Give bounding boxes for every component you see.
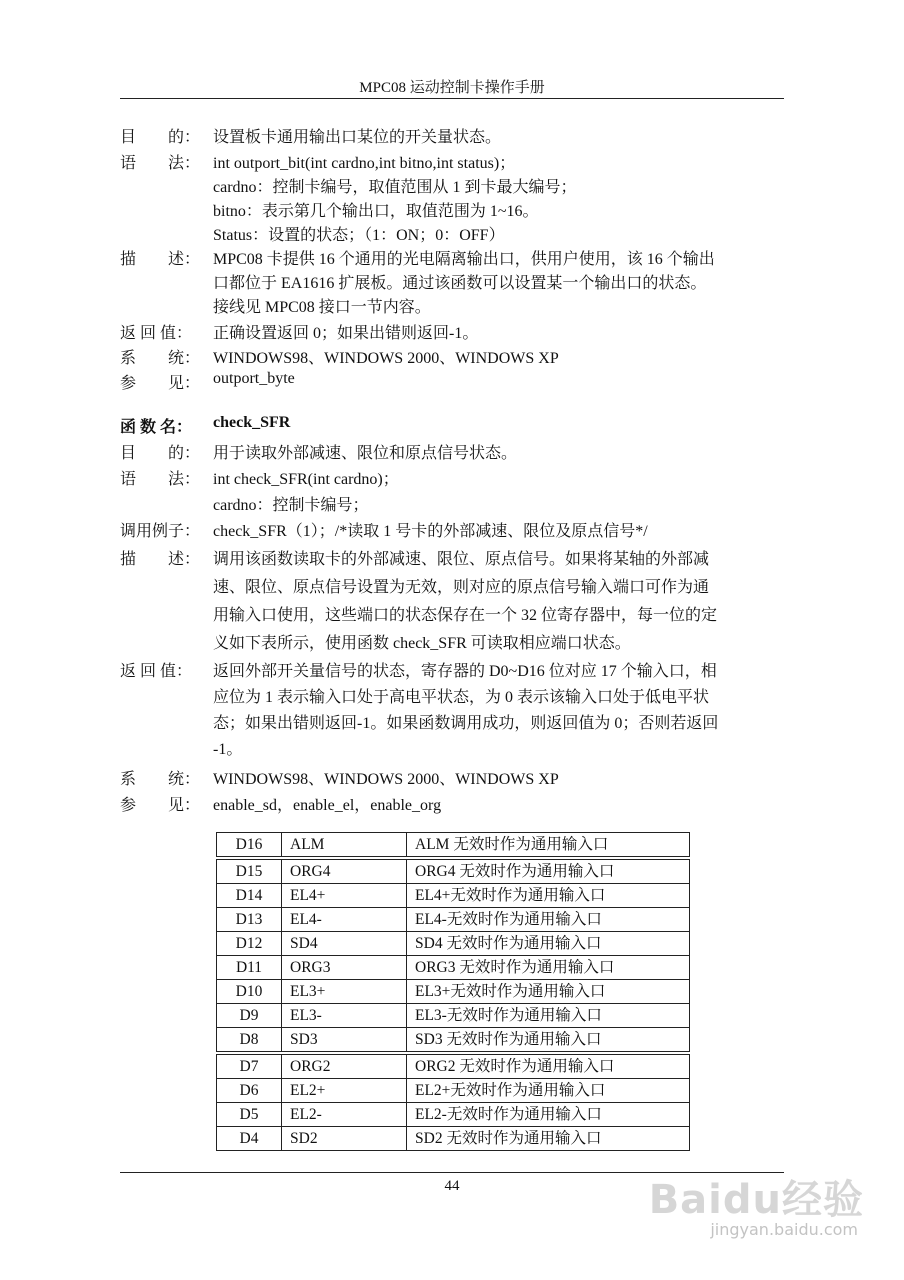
- signal-cell: SD4: [282, 932, 407, 956]
- param-cardno: cardno：控制卡编号；: [213, 497, 369, 514]
- description-cell: SD3 无效时作为通用输入口: [407, 1028, 690, 1054]
- label-see-also: 参 见：: [120, 797, 201, 814]
- signal-cell: EL3-: [282, 1004, 407, 1028]
- description-cell: ORG3 无效时作为通用输入口: [407, 956, 690, 980]
- signal-cell: ORG4: [282, 858, 407, 884]
- syntax-text: int outport_bit(int cardno,int bitno,int status)；: [213, 155, 516, 172]
- bit-cell: D14: [217, 884, 282, 908]
- signal-cell: EL2-: [282, 1103, 407, 1127]
- signal-cell: EL3+: [282, 980, 407, 1004]
- header-rule: [120, 98, 784, 99]
- return-text: 正确设置返回 0；如果出错则返回-1。: [213, 325, 479, 342]
- table-row: [217, 908, 690, 932]
- table-row: [217, 858, 690, 884]
- label-system: 系 统：: [120, 350, 201, 367]
- return-line: 返回外部开关量信号的状态，寄存器的 D0~D16 位对应 17 个输入口，相: [213, 663, 717, 680]
- bit-cell: D13: [217, 908, 282, 932]
- bit-cell: D12: [217, 932, 282, 956]
- example-text: check_SFR（1）；/*读取 1 号卡的外部减速、限位及原点信号*/: [213, 523, 648, 540]
- bit-cell: D10: [217, 980, 282, 1004]
- bit-cell: D9: [217, 1004, 282, 1028]
- label-example: 调用例子：: [120, 523, 201, 540]
- label-see-also: 参 见：: [120, 375, 201, 392]
- label-syntax: 语 法：: [120, 155, 201, 172]
- register-bit-table: [216, 832, 690, 1151]
- label-return: 返 回 值：: [120, 325, 193, 342]
- baidu-watermark-logo: Baidu经验: [648, 1177, 864, 1223]
- description-line: 用输入口使用，这些端口的状态保存在一个 32 位寄存器中，每一位的定: [213, 607, 718, 624]
- table-row: [217, 1004, 690, 1028]
- param-status: Status：设置的状态；（1：ON；0：OFF）: [213, 227, 505, 244]
- param-bitno: bitno：表示第几个输出口，取值范围为 1~16。: [213, 203, 539, 220]
- description-cell: EL2-无效时作为通用输入口: [407, 1103, 690, 1127]
- bit-cell: D11: [217, 956, 282, 980]
- signal-cell: ORG2: [282, 1053, 407, 1079]
- description-line: 接线见 MPC08 接口一节内容。: [213, 299, 431, 316]
- page-number: 44: [444, 1178, 460, 1194]
- description-cell: EL4-无效时作为通用输入口: [407, 908, 690, 932]
- description-cell: ALM 无效时作为通用输入口: [407, 833, 690, 859]
- signal-cell: EL2+: [282, 1079, 407, 1103]
- description-line: 义如下表所示，使用函数 check_SFR 可读取相应端口状态。: [213, 635, 631, 652]
- description-cell: EL2+无效时作为通用输入口: [407, 1079, 690, 1103]
- page-header: MPC08 运动控制卡操作手册: [359, 80, 545, 96]
- description-cell: EL3+无效时作为通用输入口: [407, 980, 690, 1004]
- syntax-text: int check_SFR(int cardno)；: [213, 471, 399, 488]
- signal-cell: ORG3: [282, 956, 407, 980]
- return-line: 应位为 1 表示输入口处于高电平状态，为 0 表示该输入口处于低电平状: [213, 689, 710, 706]
- label-system: 系 统：: [120, 771, 201, 788]
- label-description: 描 述：: [120, 551, 201, 568]
- table-row: [217, 1053, 690, 1079]
- bit-cell: D5: [217, 1103, 282, 1127]
- bit-cell: D8: [217, 1028, 282, 1054]
- purpose-text: 设置板卡通用输出口某位的开关量状态。: [213, 129, 502, 146]
- baidu-watermark-url: jingyan.baidu.com: [710, 1220, 858, 1239]
- description-cell: ORG4 无效时作为通用输入口: [407, 858, 690, 884]
- table-row: [217, 932, 690, 956]
- description-cell: ORG2 无效时作为通用输入口: [407, 1053, 690, 1079]
- bit-cell: D4: [217, 1127, 282, 1151]
- label-purpose: 目 的：: [120, 129, 201, 146]
- description-line: 速、限位、原点信号设置为无效，则对应的原点信号输入端口可作为通: [213, 579, 710, 596]
- label-function-name: 函 数 名：: [120, 419, 193, 436]
- see-also-text: outport_byte: [213, 370, 295, 387]
- label-return: 返 回 值：: [120, 663, 193, 680]
- table-row: [217, 1103, 690, 1127]
- description-cell: SD4 无效时作为通用输入口: [407, 932, 690, 956]
- function-name: check_SFR: [213, 414, 291, 431]
- description-cell: SD2 无效时作为通用输入口: [407, 1127, 690, 1151]
- bit-cell: D15: [217, 858, 282, 884]
- table-row: [217, 1127, 690, 1151]
- table-row: [217, 833, 690, 859]
- signal-cell: EL4+: [282, 884, 407, 908]
- system-text: WINDOWS98、WINDOWS 2000、WINDOWS XP: [213, 771, 559, 788]
- bit-cell: D7: [217, 1053, 282, 1079]
- see-also-text: enable_sd，enable_el，enable_org: [213, 797, 442, 814]
- description-line: 口都位于 EA1616 扩展板。通过该函数可以设置某一个输出口的状态。: [213, 275, 707, 292]
- table-row: [217, 956, 690, 980]
- description-line: 调用该函数读取卡的外部减速、限位、原点信号。如果将某轴的外部减: [213, 551, 710, 568]
- signal-cell: SD2: [282, 1127, 407, 1151]
- description-cell: EL4+无效时作为通用输入口: [407, 884, 690, 908]
- param-cardno: cardno：控制卡编号，取值范围从 1 到卡最大编号；: [213, 179, 577, 196]
- table-row: [217, 1079, 690, 1103]
- system-text: WINDOWS98、WINDOWS 2000、WINDOWS XP: [213, 350, 559, 367]
- label-syntax: 语 法：: [120, 471, 201, 488]
- signal-cell: ALM: [282, 833, 407, 859]
- table-row: [217, 1028, 690, 1054]
- label-description: 描 述：: [120, 251, 201, 268]
- bit-cell: D16: [217, 833, 282, 859]
- signal-cell: SD3: [282, 1028, 407, 1054]
- table-row: [217, 884, 690, 908]
- signal-cell: EL4-: [282, 908, 407, 932]
- bit-cell: D6: [217, 1079, 282, 1103]
- return-line: 态；如果出错则返回-1。如果函数调用成功，则返回值为 0；否则若返回: [213, 715, 719, 732]
- purpose-text: 用于读取外部减速、限位和原点信号状态。: [213, 445, 518, 462]
- label-purpose: 目 的：: [120, 445, 201, 462]
- description-cell: EL3-无效时作为通用输入口: [407, 1004, 690, 1028]
- table-row: [217, 980, 690, 1004]
- description-line: MPC08 卡提供 16 个通用的光电隔离输出口，供用户使用，该 16 个输出: [213, 251, 715, 268]
- return-line: -1。: [213, 741, 243, 758]
